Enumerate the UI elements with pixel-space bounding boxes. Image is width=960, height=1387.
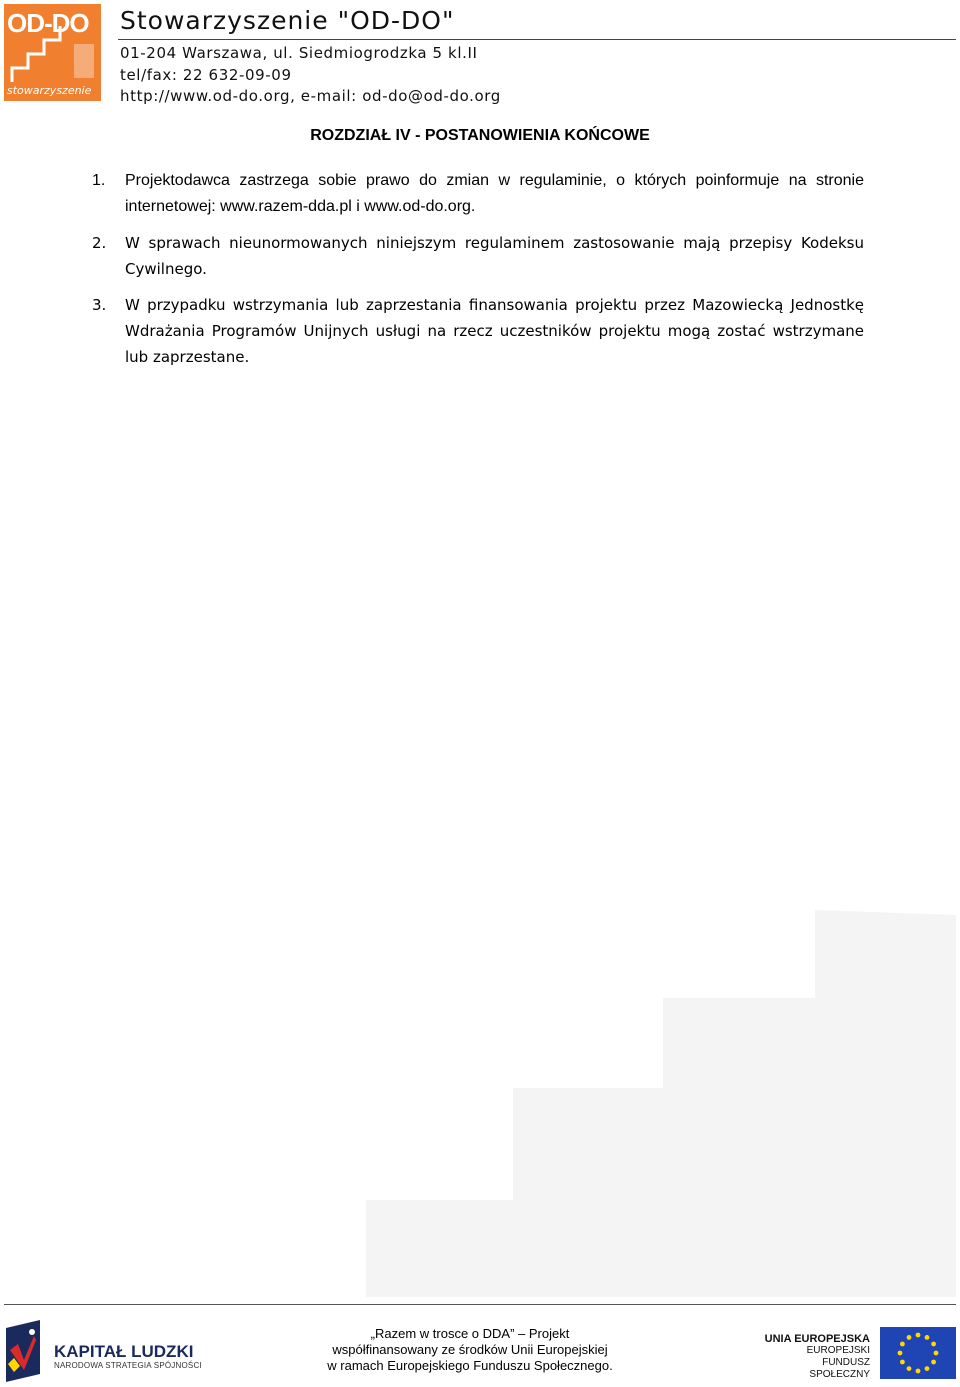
list-item-number: 1.	[92, 172, 106, 189]
kapital-ludzki-subtitle: NARODOWA STRATEGIA SPÓJNOŚCI	[54, 1361, 202, 1370]
footer-divider	[4, 1304, 956, 1305]
eu-label-line-2: EUROPEJSKI	[806, 1345, 870, 1356]
list-item-number: 2.	[92, 234, 107, 252]
list-item	[92, 168, 864, 220]
eu-label-line-1: UNIA EUROPEJSKA	[764, 1333, 870, 1345]
od-do-logo	[4, 4, 101, 101]
header-divider	[118, 39, 956, 40]
list-item	[92, 292, 864, 370]
logo-brand: OD-DO	[7, 8, 89, 38]
logo-subtitle: stowarzyszenie	[7, 84, 92, 97]
kapital-ludzki-logo-icon	[4, 1320, 44, 1382]
eu-label-line-3: FUNDUSZ SPOŁECZNY	[809, 1357, 870, 1380]
list-item-text: W przypadku wstrzymania lub zaprzestania finansowania projektu przez Mazowiecką Jednostkę Wdrażania Programów Unijnych usługi na rzecz uczestników projektu mogą zostać wstrzymane lub zaprzestane.	[125, 296, 864, 366]
chapter-title: ROZDZIAŁ IV - POSTANOWIENIA KOŃCOWE	[310, 127, 650, 144]
list-item	[92, 230, 864, 282]
organization-name: Stowarzyszenie "OD-DO"	[120, 6, 455, 35]
eu-fund-label	[760, 1333, 870, 1381]
funding-line-2: współfinansowany ze środków Unii Europejskiej	[332, 1342, 608, 1357]
funding-line-3: w ramach Europejskiego Funduszu Społecznego.	[327, 1358, 613, 1373]
list-item-text: Projektodawca zastrzega sobie prawo do zmian w regulaminie, o których poinformuje na stronie internetowej: www.razem-dda.pl i www.od-do.org.	[125, 172, 864, 215]
project-funding-note	[300, 1326, 640, 1374]
funding-line-1: „Razem w trosce o DDA” – Projekt	[370, 1326, 570, 1341]
organization-address: 01-204 Warszawa, ul. Siedmiogrodzka 5 kl.II	[120, 44, 478, 62]
eu-flag-icon	[880, 1327, 956, 1379]
list-item-number: 3.	[92, 296, 107, 314]
kapital-ludzki-title: KAPITAŁ LUDZKI	[54, 1342, 194, 1361]
organization-phone: tel/fax: 22 632-09-09	[120, 66, 292, 84]
list-item-text: W sprawach nieunormowanych niniejszym regulaminem zastosowanie mają przepisy Kodeksu Cywilnego.	[125, 234, 864, 278]
organization-web-email: http://www.od-do.org, e-mail: od-do@od-do.org	[120, 87, 501, 105]
